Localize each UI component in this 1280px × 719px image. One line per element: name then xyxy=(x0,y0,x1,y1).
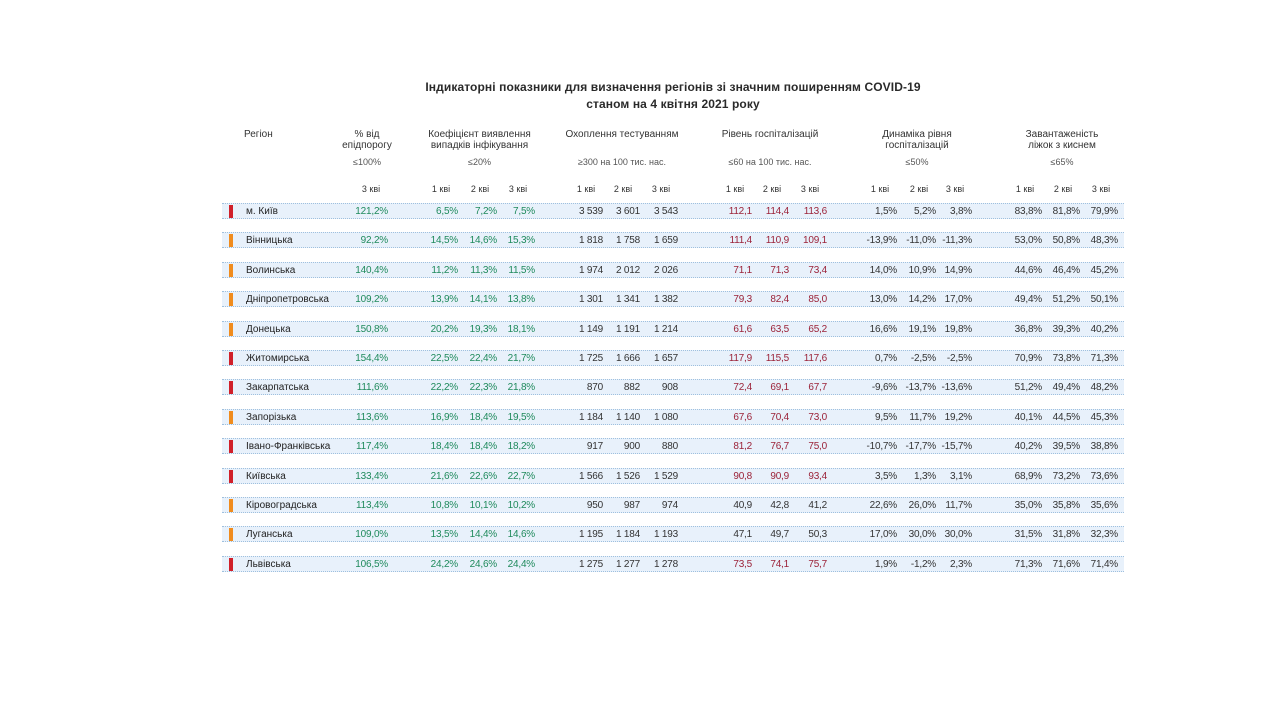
hosp-value: 117,6 xyxy=(803,353,827,364)
hosp-value: 42,8 xyxy=(770,500,789,511)
table-row xyxy=(222,379,1124,395)
coef-value: 18,4% xyxy=(469,411,497,423)
table-row xyxy=(222,526,1124,542)
region-name: Житомирська xyxy=(246,353,310,364)
coef-value: 21,7% xyxy=(507,353,535,364)
coef-value: 13,8% xyxy=(507,294,535,306)
epi-value: 121,2% xyxy=(355,206,388,217)
hosp-value: 41,2 xyxy=(808,500,827,511)
coef-value: 13,9% xyxy=(430,294,458,306)
region-name: Івано-Франківська xyxy=(246,441,331,453)
dyn-value: 14,9% xyxy=(944,264,972,276)
region-name: Львівська xyxy=(246,558,291,570)
coef-value: 11,5% xyxy=(508,264,535,276)
table-subtitle: станом на 4 квітня 2021 року xyxy=(586,97,760,111)
table-row xyxy=(222,232,1124,248)
test-value: 1 566 xyxy=(578,470,603,482)
beds-value: 71,6% xyxy=(1052,558,1080,570)
coef-value: 24,6% xyxy=(469,558,497,570)
dyn-value: 9,5% xyxy=(875,411,897,423)
dyn-week-label: 2 кві xyxy=(909,184,929,194)
coef-value: 24,2% xyxy=(430,558,458,570)
coef-value: 21,6% xyxy=(430,470,458,482)
dyn-value: 16,6% xyxy=(869,323,897,335)
hosp-value: 71,3 xyxy=(770,264,789,276)
coef-value: 18,1% xyxy=(507,323,535,335)
dyn-value: 14,0% xyxy=(869,264,897,276)
coef-value: 10,1% xyxy=(469,500,497,511)
hosp-value: 79,3 xyxy=(733,294,752,306)
dyn-value: 1,9% xyxy=(875,558,897,570)
dyn-value: 3,8% xyxy=(950,206,972,217)
coef-value: 14,4% xyxy=(469,529,497,541)
test-value: 1 301 xyxy=(578,294,603,306)
red-status-marker xyxy=(229,558,233,571)
hosp-value: 70,4 xyxy=(770,411,789,423)
red-status-marker xyxy=(229,381,233,394)
beds-value: 44,6% xyxy=(1014,264,1042,276)
dyn-value: -13,9% xyxy=(866,235,897,247)
beds-value: 50,1% xyxy=(1090,294,1118,306)
test-value: 1 275 xyxy=(578,558,603,570)
test-value: 1 140 xyxy=(615,411,640,423)
dyn-value: -10,7% xyxy=(866,441,897,453)
region-name: м. Київ xyxy=(246,206,278,217)
dyn-week-label: 1 кві xyxy=(870,184,890,194)
hosp-value: 69,1 xyxy=(770,382,789,394)
coef-value: 22,6% xyxy=(469,470,497,482)
coef-value: 14,6% xyxy=(469,235,497,247)
beds-value: 73,6% xyxy=(1090,470,1118,482)
dyn-value: 19,2% xyxy=(944,411,972,423)
hosp-value: 67,6 xyxy=(733,411,752,423)
dyn-value: 10,9% xyxy=(908,264,936,276)
hosp-value: 90,9 xyxy=(770,470,789,482)
test-value: 3 601 xyxy=(615,206,640,217)
dyn-value: 26,0% xyxy=(908,500,936,511)
table-row xyxy=(222,291,1124,307)
test-value: 1 214 xyxy=(653,323,678,335)
test-value: 950 xyxy=(586,500,603,511)
orange-status-marker xyxy=(229,411,233,424)
beds-value: 36,8% xyxy=(1014,323,1042,335)
hosp-value: 76,7 xyxy=(770,441,789,453)
hosp-value: 110,9 xyxy=(765,235,789,247)
hosp-value: 75,0 xyxy=(808,441,827,453)
header-coef-threshold: ≤20% xyxy=(468,157,491,167)
dyn-value: -2,5% xyxy=(910,353,936,364)
hosp-value: 75,7 xyxy=(808,558,827,570)
region-name: Закарпатська xyxy=(246,382,309,394)
coef-value: 21,8% xyxy=(507,382,535,394)
header-beds-line1: Завантаженість xyxy=(1025,129,1099,140)
coef-value: 13,5% xyxy=(430,529,458,541)
dyn-value: -11,3% xyxy=(942,235,972,247)
beds-value: 83,8% xyxy=(1014,206,1042,217)
coef-week-label: 2 кві xyxy=(470,184,490,194)
test-week-label: 2 кві xyxy=(613,184,633,194)
beds-value: 48,2% xyxy=(1090,382,1118,394)
hosp-value: 93,4 xyxy=(808,470,827,482)
dyn-value: 1,5% xyxy=(875,206,897,217)
region-name: Дніпропетровська xyxy=(246,294,329,306)
orange-status-marker xyxy=(229,499,233,512)
orange-status-marker xyxy=(229,528,233,541)
beds-value: 45,3% xyxy=(1090,411,1118,423)
table-row xyxy=(222,438,1124,454)
dyn-value: -13,6% xyxy=(941,382,972,394)
beds-value: 53,0% xyxy=(1014,235,1042,247)
beds-value: 35,0% xyxy=(1014,500,1042,511)
header-dyn-line1: Динаміка рівня xyxy=(882,129,952,140)
dyn-value: -1,2% xyxy=(910,558,936,570)
beds-value: 79,9% xyxy=(1090,206,1118,217)
hosp-value: 65,2 xyxy=(808,323,827,335)
beds-value: 35,6% xyxy=(1090,500,1118,511)
epi-value: 113,6% xyxy=(356,411,388,423)
beds-week-label: 2 кві xyxy=(1053,184,1073,194)
hosp-value: 40,9 xyxy=(733,500,752,511)
region-name: Донецька xyxy=(246,323,291,335)
epi-value: 140,4% xyxy=(355,264,388,276)
test-value: 1 341 xyxy=(615,294,640,306)
coef-value: 18,4% xyxy=(430,441,458,453)
dyn-value: 5,2% xyxy=(914,206,936,217)
red-status-marker xyxy=(229,205,233,218)
test-value: 1 278 xyxy=(653,558,678,570)
header-beds-threshold: ≤65% xyxy=(1050,157,1074,167)
beds-value: 71,4% xyxy=(1090,558,1118,570)
hosp-value: 63,5 xyxy=(770,323,789,335)
coef-value: 10,8% xyxy=(430,500,458,511)
hosp-value: 85,0 xyxy=(808,294,827,306)
hosp-value: 47,1 xyxy=(733,529,752,541)
hosp-week-label: 3 кві xyxy=(800,184,820,194)
test-value: 1 149 xyxy=(578,323,603,335)
hosp-value: 90,8 xyxy=(733,470,752,482)
test-value: 3 543 xyxy=(653,206,678,217)
coef-value: 18,4% xyxy=(469,441,497,453)
epi-value: 106,5% xyxy=(355,558,388,570)
hosp-value: 74,1 xyxy=(770,558,789,570)
hosp-value: 111,4 xyxy=(729,235,752,247)
dyn-value: 2,3% xyxy=(950,558,972,570)
dyn-value: 17,0% xyxy=(869,529,897,541)
region-name: Луганська xyxy=(246,529,293,541)
header-epi-threshold: ≤100% xyxy=(353,157,381,167)
beds-value: 40,2% xyxy=(1090,323,1118,335)
hosp-value: 114,4 xyxy=(765,206,789,217)
dyn-value: 19,1% xyxy=(908,323,936,335)
coef-value: 18,2% xyxy=(507,441,535,453)
test-value: 1 277 xyxy=(615,558,640,570)
dyn-value: -11,0% xyxy=(906,235,936,247)
coef-value: 14,5% xyxy=(430,235,458,247)
header-dyn-threshold: ≤50% xyxy=(905,157,929,167)
hosp-value: 73,4 xyxy=(808,264,827,276)
coef-value: 22,3% xyxy=(469,382,497,394)
beds-week-label: 3 кві xyxy=(1091,184,1111,194)
test-value: 1 191 xyxy=(615,323,640,335)
coef-value: 16,9% xyxy=(430,411,458,423)
header-region: Регіон xyxy=(244,129,273,140)
region-name: Запорізька xyxy=(246,411,297,423)
region-name: Вінницька xyxy=(246,235,293,247)
test-value: 1 758 xyxy=(615,235,640,247)
dyn-value: -13,7% xyxy=(905,382,936,394)
coef-value: 7,2% xyxy=(475,206,497,217)
dyn-value: 30,0% xyxy=(908,529,936,541)
coef-value: 24,4% xyxy=(507,558,535,570)
orange-status-marker xyxy=(229,293,233,306)
dyn-value: 17,0% xyxy=(944,294,972,306)
dyn-value: 30,0% xyxy=(944,529,972,541)
coef-value: 6,5% xyxy=(436,206,458,217)
coef-value: 14,6% xyxy=(507,529,535,541)
epi-value: 111,6% xyxy=(356,382,388,394)
beds-value: 40,2% xyxy=(1014,441,1042,453)
covid-indicator-table xyxy=(222,74,1124,576)
table-row xyxy=(222,409,1124,425)
test-value: 3 539 xyxy=(578,206,603,217)
test-week-label: 3 кві xyxy=(651,184,671,194)
test-value: 2 026 xyxy=(653,264,678,276)
epi-value: 133,4% xyxy=(355,470,388,482)
beds-value: 31,5% xyxy=(1014,529,1042,541)
dyn-value: -2,5% xyxy=(946,353,972,364)
coef-value: 22,7% xyxy=(507,470,535,482)
beds-value: 32,3% xyxy=(1090,529,1118,541)
test-value: 2 012 xyxy=(615,264,640,276)
table-row xyxy=(222,350,1124,366)
hosp-value: 115,5 xyxy=(765,353,789,364)
table-row xyxy=(222,262,1124,278)
dyn-value: -17,7% xyxy=(905,441,936,453)
region-name: Кіровоградська xyxy=(246,500,317,511)
dyn-week-label: 3 кві xyxy=(945,184,965,194)
epi-value: 92,2% xyxy=(360,235,388,247)
beds-week-label: 1 кві xyxy=(1015,184,1035,194)
orange-status-marker xyxy=(229,323,233,336)
table-row xyxy=(222,556,1124,572)
dyn-value: 11,7% xyxy=(909,411,936,423)
header-beds-line2: ліжок з киснем xyxy=(1028,140,1096,151)
beds-value: 50,8% xyxy=(1052,235,1080,247)
dyn-value: -9,6% xyxy=(871,382,897,394)
dyn-value: 14,2% xyxy=(908,294,936,306)
dyn-value: 19,8% xyxy=(944,323,972,335)
hosp-value: 49,7 xyxy=(770,529,789,541)
test-value: 882 xyxy=(623,382,640,394)
test-value: 1 666 xyxy=(615,353,640,364)
test-value: 1 184 xyxy=(578,411,603,423)
test-value: 917 xyxy=(586,441,603,453)
coef-value: 10,2% xyxy=(507,500,535,511)
hosp-value: 117,9 xyxy=(728,353,752,364)
test-value: 880 xyxy=(661,441,678,453)
hosp-value: 73,0 xyxy=(808,411,827,423)
beds-value: 71,3% xyxy=(1014,558,1042,570)
dyn-value: -15,7% xyxy=(941,441,972,453)
test-value: 1 818 xyxy=(578,235,603,247)
epi-value: 117,4% xyxy=(356,441,388,453)
orange-status-marker xyxy=(229,234,233,247)
header-hosp-threshold: ≤60 на 100 тис. нас. xyxy=(728,157,812,167)
beds-value: 39,5% xyxy=(1052,441,1080,453)
epi-value: 113,4% xyxy=(356,500,388,511)
dyn-value: 13,0% xyxy=(869,294,897,306)
test-value: 1 195 xyxy=(578,529,603,541)
epi-value: 109,0% xyxy=(355,529,388,541)
coef-value: 22,2% xyxy=(430,382,458,394)
header-epi-line1: % від xyxy=(354,129,380,140)
dyn-value: 0,7% xyxy=(875,353,897,364)
coef-value: 20,2% xyxy=(430,323,458,335)
coef-value: 11,2% xyxy=(431,264,458,276)
beds-value: 40,1% xyxy=(1014,411,1042,423)
beds-value: 70,9% xyxy=(1014,353,1042,364)
header-test-threshold: ≥300 на 100 тис. нас. xyxy=(577,157,667,167)
table-row xyxy=(222,321,1124,337)
beds-value: 31,8% xyxy=(1052,529,1080,541)
hosp-value: 50,3 xyxy=(808,529,827,541)
test-week-label: 1 кві xyxy=(576,184,596,194)
beds-value: 49,4% xyxy=(1014,294,1042,306)
test-value: 870 xyxy=(586,382,603,394)
red-status-marker xyxy=(229,470,233,483)
beds-value: 46,4% xyxy=(1052,264,1080,276)
header-epi-line2: епідпорогу xyxy=(342,140,392,151)
test-value: 1 382 xyxy=(653,294,678,306)
coef-week-label: 3 кві xyxy=(508,184,528,194)
coef-value: 19,3% xyxy=(469,323,497,335)
test-value: 900 xyxy=(623,441,640,453)
dyn-value: 1,3% xyxy=(914,470,936,482)
beds-value: 44,5% xyxy=(1052,411,1080,423)
test-value: 1 526 xyxy=(615,470,640,482)
header-hosp: Рівень госпіталізацій xyxy=(721,129,819,140)
header-test: Охоплення тестуванням xyxy=(565,129,679,140)
test-value: 908 xyxy=(661,382,678,394)
epi-value: 150,8% xyxy=(355,323,388,335)
test-value: 974 xyxy=(661,500,678,511)
coef-value: 14,1% xyxy=(469,294,497,306)
region-name: Київська xyxy=(246,470,286,482)
coef-value: 7,5% xyxy=(513,206,535,217)
beds-value: 71,3% xyxy=(1090,353,1118,364)
hosp-value: 67,7 xyxy=(808,382,827,394)
dyn-value: 22,6% xyxy=(869,500,897,511)
hosp-value: 112,1 xyxy=(728,206,752,217)
hosp-value: 81,2 xyxy=(733,441,752,453)
beds-value: 38,8% xyxy=(1090,441,1118,453)
beds-value: 73,2% xyxy=(1052,470,1080,482)
header-dyn-line2: госпіталізацій xyxy=(885,140,949,151)
beds-value: 68,9% xyxy=(1014,470,1042,482)
coef-week-label: 1 кві xyxy=(431,184,451,194)
region-name: Волинська xyxy=(246,264,296,276)
table-row xyxy=(222,203,1124,219)
red-status-marker xyxy=(229,440,233,453)
epi-value: 109,2% xyxy=(355,294,388,306)
orange-status-marker xyxy=(229,264,233,277)
hosp-value: 73,5 xyxy=(733,558,752,570)
dyn-value: 3,5% xyxy=(875,470,897,482)
table-row xyxy=(222,497,1124,513)
beds-value: 39,3% xyxy=(1052,323,1080,335)
test-value: 987 xyxy=(623,500,640,511)
dyn-value: 3,1% xyxy=(950,470,972,482)
hosp-value: 113,6 xyxy=(803,206,827,217)
test-value: 1 193 xyxy=(653,529,678,541)
test-value: 1 659 xyxy=(653,235,678,247)
hosp-value: 61,6 xyxy=(733,323,752,335)
coef-value: 15,3% xyxy=(507,235,535,247)
epi-value: 154,4% xyxy=(355,353,388,364)
coef-value: 19,5% xyxy=(507,411,535,423)
table-title: Індикаторні показники для визначення регіонів зі значним поширенням COVID-19 xyxy=(425,80,921,94)
hosp-value: 72,4 xyxy=(733,382,752,394)
hosp-week-label: 1 кві xyxy=(725,184,745,194)
coef-value: 22,4% xyxy=(469,353,497,364)
header-coef-line2: випадків інфікування xyxy=(430,140,529,151)
beds-value: 45,2% xyxy=(1090,264,1118,276)
table-row xyxy=(222,468,1124,484)
hosp-value: 71,1 xyxy=(733,264,752,276)
beds-value: 81,8% xyxy=(1052,206,1080,217)
beds-value: 49,4% xyxy=(1052,382,1080,394)
hosp-value: 82,4 xyxy=(770,294,789,306)
coef-value: 22,5% xyxy=(430,353,458,364)
test-value: 1 184 xyxy=(615,529,640,541)
beds-value: 73,8% xyxy=(1052,353,1080,364)
beds-value: 51,2% xyxy=(1052,294,1080,306)
dyn-value: 11,7% xyxy=(945,500,972,511)
beds-value: 35,8% xyxy=(1052,500,1080,511)
test-value: 1 725 xyxy=(578,353,603,364)
test-value: 1 657 xyxy=(653,353,678,364)
beds-value: 51,2% xyxy=(1014,382,1042,394)
test-value: 1 974 xyxy=(578,264,603,276)
header-coef-line1: Коефіцієнт виявлення xyxy=(428,129,531,140)
hosp-week-label: 2 кві xyxy=(762,184,782,194)
test-value: 1 529 xyxy=(653,470,678,482)
beds-value: 48,3% xyxy=(1090,235,1118,247)
epi-week-label: 3 кві xyxy=(361,184,381,194)
coef-value: 11,3% xyxy=(470,264,497,276)
test-value: 1 080 xyxy=(653,411,678,423)
red-status-marker xyxy=(229,352,233,365)
hosp-value: 109,1 xyxy=(802,235,827,247)
